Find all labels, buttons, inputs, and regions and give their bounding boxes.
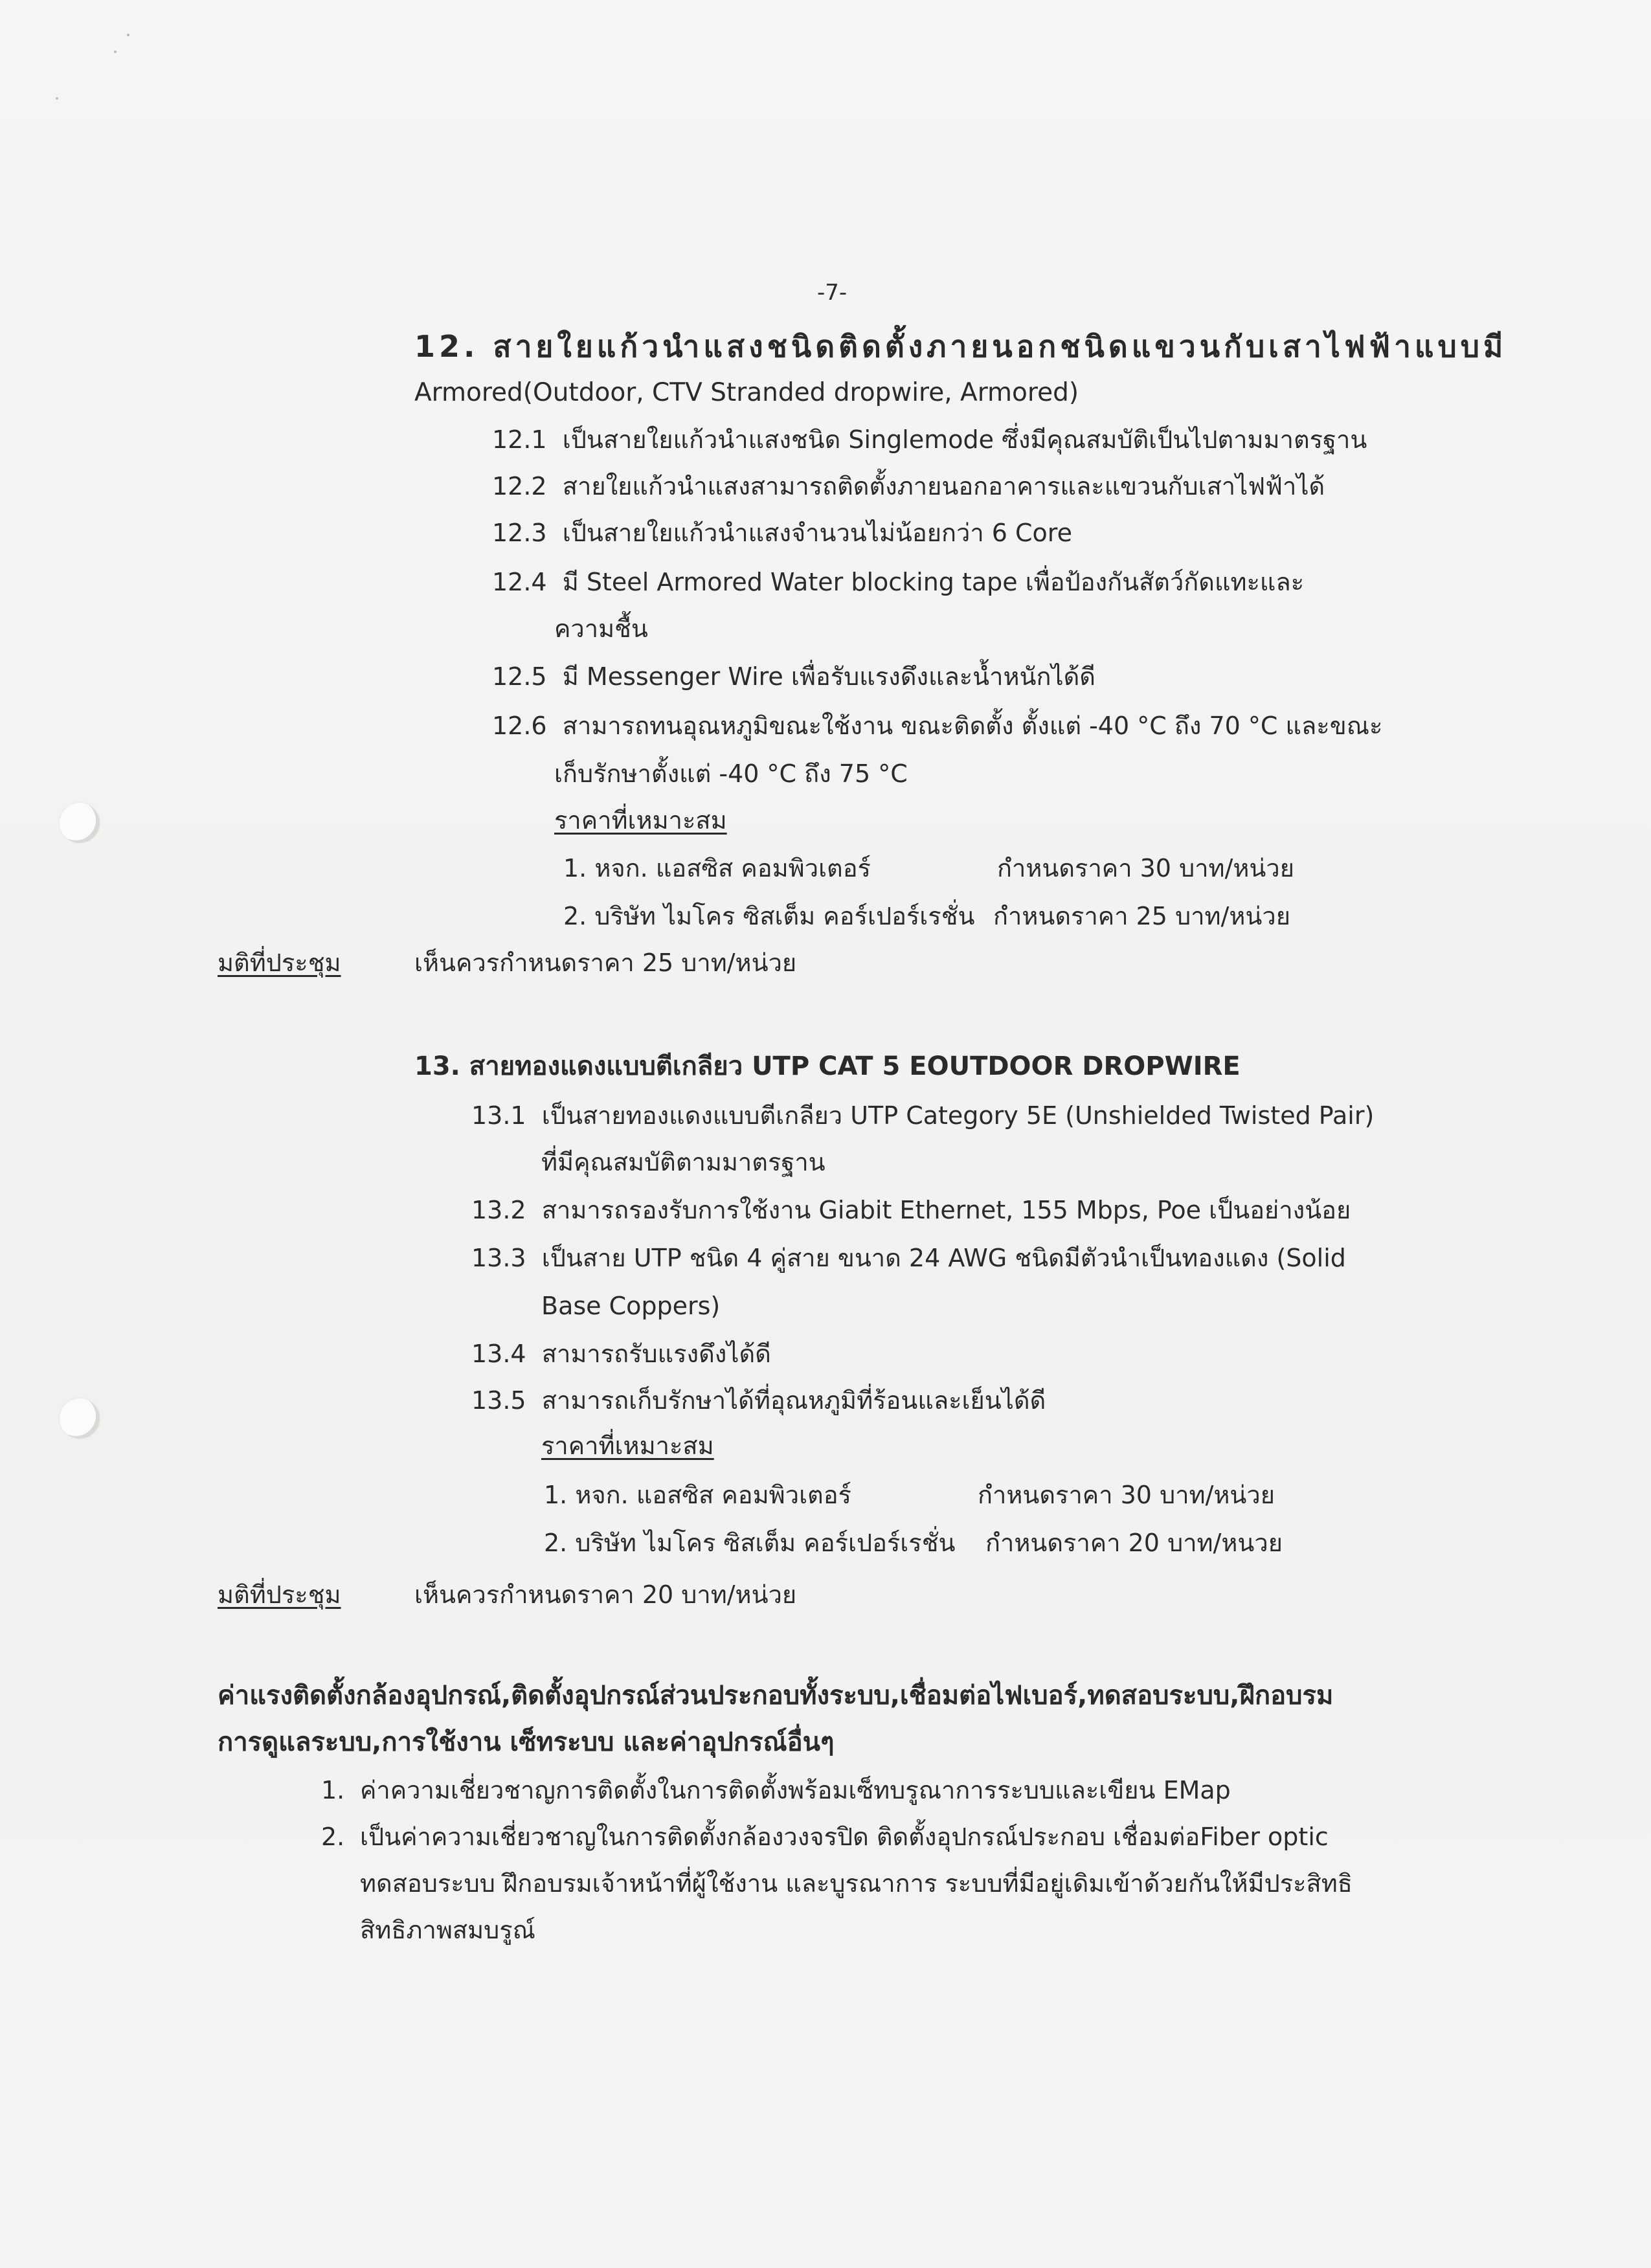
- item-number: 12.5: [492, 662, 547, 691]
- item-number: 13.1: [471, 1101, 526, 1130]
- resolution-text: เห็นควรกำหนดราคา 25 บาท/หน่วย: [414, 949, 797, 977]
- resolution-label: มติที่ประชุม: [218, 1580, 341, 1609]
- section13-item: [471, 1243, 1346, 1273]
- item-text: มี Messenger Wire เพื่อรับแรงดึงและน้ำหนักได้ดี: [562, 662, 1095, 691]
- item-number: 13.4: [471, 1340, 526, 1368]
- item-number: 12.1: [492, 425, 547, 454]
- vendor-price: กำหนดราคา 30 บาท/หน่วย: [997, 854, 1295, 882]
- section13-item: [471, 1386, 1046, 1415]
- section12-item: [492, 567, 1304, 597]
- item-text: เป็นสาย UTP ชนิด 4 คู่สาย ขนาด 24 AWG ชนิดมีตัวนำเป็นทองแดง (Solid: [541, 1244, 1346, 1272]
- section12-item: [492, 662, 1095, 691]
- section13-item: [471, 1101, 1374, 1130]
- labor-item: [321, 1775, 1231, 1805]
- section12-title-line2: Armored(Outdoor, CTV Stranded dropwire, Armored): [414, 378, 1079, 407]
- item-text: สามารถรองรับการใช้งาน Giabit Ethernet, 155 Mbps, Poe เป็นอย่างน้อย: [541, 1196, 1351, 1224]
- vendor-price: กำหนดราคา 30 บาท/หน่วย: [978, 1481, 1275, 1509]
- section13-item: [471, 1339, 771, 1369]
- item-text: สามารถเก็บรักษาได้ที่อุณหภูมิที่ร้อนและเย็นได้ดี: [541, 1386, 1046, 1415]
- item-number: 13.2: [471, 1196, 526, 1224]
- item-number: 12.3: [492, 519, 547, 547]
- section13-item: [471, 1195, 1351, 1225]
- vendor-name: 2. บริษัท ไมโคร ซิสเต็ม คอร์เปอร์เรชั่น: [563, 902, 975, 930]
- vendor-name: 2. บริษัท ไมโคร ซิสเต็ม คอร์เปอร์เรชั่น: [544, 1529, 956, 1557]
- section12-item-continuation: ความชื้น: [554, 614, 648, 643]
- item-number: 13.5: [471, 1386, 526, 1415]
- vendor-price: กำหนดราคา 25 บาท/หน่วย: [993, 902, 1291, 930]
- labor-item-continuation: ทดสอบระบบ ฝึกอบรมเจ้าหน้าที่ผู้ใช้งาน และบูรณาการ ระบบที่มีอยู่เดิมเข้าด้วยกันให้มีประสิทธิ: [360, 1869, 1353, 1898]
- vendor-name: 1. หจก. แอสซิส คอมพิวเตอร์: [563, 854, 871, 882]
- item-number: 2.: [321, 1823, 345, 1851]
- scan-speck: [127, 34, 129, 36]
- price-heading: ราคาที่เหมาะสม: [554, 806, 727, 835]
- item-number: 12.4: [492, 568, 547, 596]
- section12-item: [492, 425, 1367, 455]
- labor-item: [321, 1822, 1329, 1852]
- item-number: 12.2: [492, 472, 547, 500]
- item-number: 1.: [321, 1776, 345, 1804]
- scan-speck: [56, 97, 58, 100]
- item-text: เป็นค่าความเชี่ยวชาญในการติดตั้งกล้องวงจรปิด ติดตั้งอุปกรณ์ประกอบ เชื่อมต่อFiber optic: [360, 1823, 1329, 1851]
- item-text: เป็นสายใยแก้วนำแสงชนิด Singlemode ซึ่งมีคุณสมบัติเป็นไปตามมาตรฐาน: [562, 425, 1367, 454]
- binder-hole: [60, 803, 100, 843]
- binder-hole: [60, 1398, 100, 1439]
- section13-item-continuation: ที่มีคุณสมบัติตามมาตรฐาน: [541, 1148, 826, 1176]
- item-text: สามารถทนอุณหภูมิขณะใช้งาน ขณะติดตั้ง ตั้งแต่ -40 °C ถึง 70 °C และขณะ: [562, 712, 1383, 740]
- labor-item-continuation: สิทธิภาพสมบรูณ์: [360, 1916, 535, 1944]
- labor-heading-line1: ค่าแรงติดตั้งกล้องอุปกรณ์,ติดตั้งอุปกรณ์ส่วนประกอบทั้งระบบ,เชื่อมต่อไฟเบอร์,ทดสอบระบบ,ฝึกอบรม: [218, 1681, 1334, 1711]
- scan-speck: [114, 51, 117, 53]
- section12-item-continuation: เก็บรักษาตั้งแต่ -40 °C ถึง 75 °C: [554, 759, 908, 788]
- item-text: สายใยแก้วนำแสงสามารถติดตั้งภายนอกอาคารและแขวนกับเสาไฟฟ้าได้: [562, 472, 1325, 500]
- section13-item-continuation: Base Coppers): [541, 1292, 721, 1320]
- item-text: มี Steel Armored Water blocking tape เพื่อป้องกันสัตว์กัดแทะและ: [562, 568, 1305, 596]
- price-heading: ราคาที่เหมาะสม: [541, 1432, 714, 1460]
- labor-heading-line2: การดูแลระบบ,การใช้งาน เซ็ทระบบ และค่าอุปกรณ์อื่นๆ: [218, 1727, 835, 1757]
- item-number: 13.3: [471, 1244, 526, 1272]
- resolution-text: เห็นควรกำหนดราคา 20 บาท/หน่วย: [414, 1580, 797, 1609]
- item-text: ค่าความเชี่ยวชาญการติดตั้งในการติดตั้งพร้อมเซ็ทบรูณาการระบบและเขียน EMap: [360, 1776, 1231, 1804]
- page-number: -7-: [817, 280, 848, 306]
- vendor-price: กำหนดราคา 20 บาท/หนวย: [985, 1529, 1283, 1557]
- item-text: สามารถรับแรงดึงได้ดี: [541, 1340, 771, 1368]
- section12-item: [492, 518, 1072, 548]
- section12-item: [492, 471, 1325, 501]
- item-text: เป็นสายใยแก้วนำแสงจำนวนไม่น้อยกว่า 6 Core: [562, 519, 1072, 547]
- resolution-label: มติที่ประชุม: [218, 949, 341, 977]
- item-text: เป็นสายทองแดงแบบตีเกลียว UTP Category 5E (Unshielded Twisted Pair): [541, 1101, 1375, 1130]
- section12-item: [492, 711, 1382, 741]
- vendor-name: 1. หจก. แอสซิส คอมพิวเตอร์: [544, 1481, 851, 1509]
- section12-title-line1: 12. สายใยแก้วนำแสงชนิดติดตั้งภายนอกชนิดแขวนกับเสาไฟฟ้าแบบมี: [414, 329, 1507, 364]
- item-number: 12.6: [492, 712, 547, 740]
- section13-title: 13. สายทองแดงแบบตีเกลียว UTP CAT 5 EOUTDOOR DROPWIRE: [414, 1051, 1241, 1081]
